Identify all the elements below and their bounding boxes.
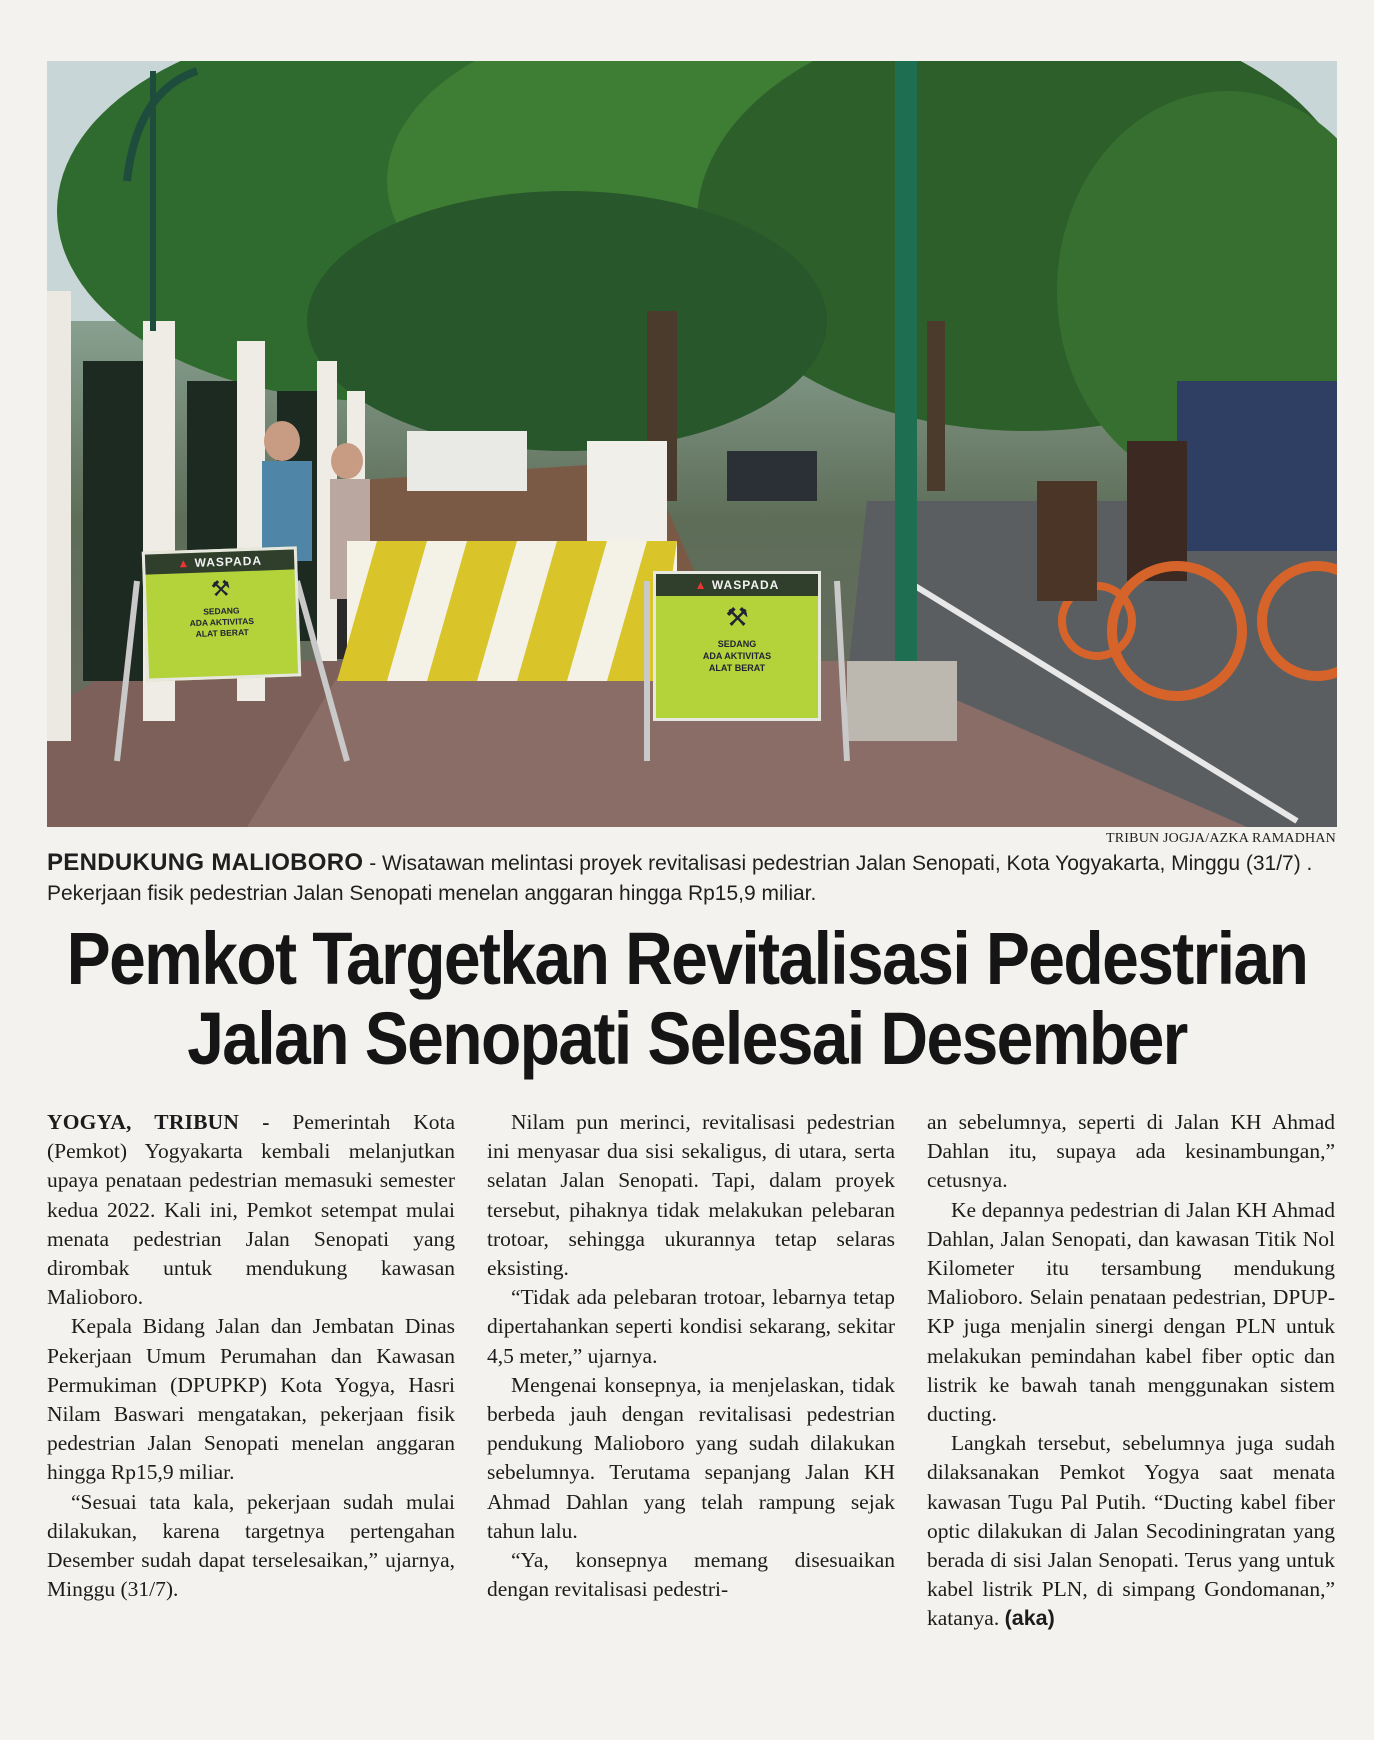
excavator-icon: ⚒ — [725, 602, 749, 632]
warning-sign-header: ▲ WASPADA — [145, 549, 295, 574]
warning-triangle-icon: ▲ — [177, 556, 191, 571]
article-headline — [20, 918, 1354, 1078]
article-column-1 — [47, 1108, 455, 1604]
headline-line-1: Pemkot Targetkan Revitalisasi Pedestrian — [66, 916, 1308, 1000]
excavator-icon: ⚒ — [210, 575, 231, 602]
caption-text: - Wisatawan melintasi proyek revitalisasi pedestrian Jalan Senopati, Kota Yogyakarta, Minggu (31/7) . Pekerjaan fisik pedestrian Jalan Senopati menelan anggaran hingga Rp15,9 miliar. — [47, 852, 1313, 905]
dateline: YOGYA, TRIBUN - — [47, 1110, 270, 1134]
article-photo — [47, 61, 1337, 827]
paragraph: “Ya, konsepnya memang disesuaikan dengan revitalisasi pedestri- — [487, 1548, 895, 1602]
warning-triangle-icon: ▲ — [694, 578, 708, 592]
photo-credit: TRIBUN JOGJA/AZKA RAMADHAN — [1106, 831, 1336, 846]
author-signature: (aka) — [1004, 1606, 1055, 1631]
paragraph: an sebelumnya, seperti di Jalan KH Ahmad Dahlan itu, supaya ada kesinambungan,” cetusnya. — [927, 1110, 1335, 1193]
warning-sign-right — [653, 571, 821, 721]
warning-sign-header: ▲ WASPADA — [656, 574, 818, 596]
article-column-2 — [487, 1108, 895, 1604]
paragraph: Kepala Bidang Jalan dan Jembatan Dinas Pekerjaan Umum Perumahan dan Kawasan Permukiman (DPUPKP) Kota Yogya, Hasri Nilam Baswari mengatakan, pekerjaan fisik pedestrian Jalan Senopati menelan anggaran hingga Rp15,9 miliar. — [47, 1314, 455, 1485]
paragraph: Mengenai konsepnya, ia menjelaskan, tidak berbeda jauh dengan revitalisasi pedestrian pendukung Malioboro yang sudah dilakukan sebelumnya. Terutama sepanjang Jalan KH Ahmad Dahlan yang telah rampung sejak tahun lalu. — [487, 1372, 895, 1543]
paragraph: Ke depannya pedestrian di Jalan KH Ahmad Dahlan, Jalan Senopati, dan kawasan Titik Nol Kilometer itu tersambung mendukung Malioboro. Selain penataan pedestrian, DPUP-KP juga menjalin sinergi dengan PLN untuk melakukan pemindahan kabel fiber optic dan listrik ke bawah tanah menggunakan sistem ducting. — [927, 1197, 1335, 1427]
paragraph: “Sesuai tata kala, pekerjaan sudah mulai dilakukan, karena targetnya pertengahan Desember sudah dapat terselesaikan,” ujarnya, Minggu (31/7). — [47, 1489, 455, 1602]
article-body — [47, 1108, 1337, 1708]
paragraph: “Tidak ada pelebaran trotoar, lebarnya tetap dipertahankan seperti kondisi sekarang, sekitar 4,5 meter,” ujarnya. — [487, 1285, 895, 1368]
paragraph: Langkah tersebut, sebelumnya juga sudah dilaksanakan Pemkot Yogya saat menata kawasan Tugu Pal Putih. “Ducting kabel fiber optic dilakukan di Jalan Secodiningratan yang berada di sisi Jalan Senopati. Terus yang untuk kabel listrik PLN, di simpang Gondomanan,” katanya. (aka) — [927, 1431, 1335, 1631]
warning-sign-left — [142, 546, 301, 681]
paragraph: YOGYA, TRIBUN - Pemerintah Kota (Pemkot) Yogyakarta kembali melanjutkan upaya penataan pedestrian memasuki semester kedua 2022. Kali ini, Pemkot setempat mulai menata pedestrian Jalan Senopati yang dirombak untuk mendukung kawasan Malioboro. — [47, 1110, 455, 1310]
sign-text: SEDANG ADA AKTIVITAS ALAT BERAT — [702, 639, 772, 673]
paragraph: Nilam pun merinci, revitalisasi pedestrian ini menyasar dua sisi sekaligus, di utara, serta selatan Jalan Senopati. Tapi, dalam proyek tersebut, pihaknya tidak melakukan pelebaran trotoar, sehingga ukurannya tetap selaras eksisting. — [487, 1110, 895, 1281]
sign-text: SEDANG ADA AKTIVITAS ALAT BERAT — [189, 605, 255, 639]
article-column-3 — [927, 1108, 1335, 1634]
caption-lead: PENDUKUNG MALIOBORO — [47, 849, 364, 876]
headline-line-2: Jalan Senopati Selesai Desember — [187, 996, 1187, 1080]
photo-caption — [47, 848, 1337, 909]
